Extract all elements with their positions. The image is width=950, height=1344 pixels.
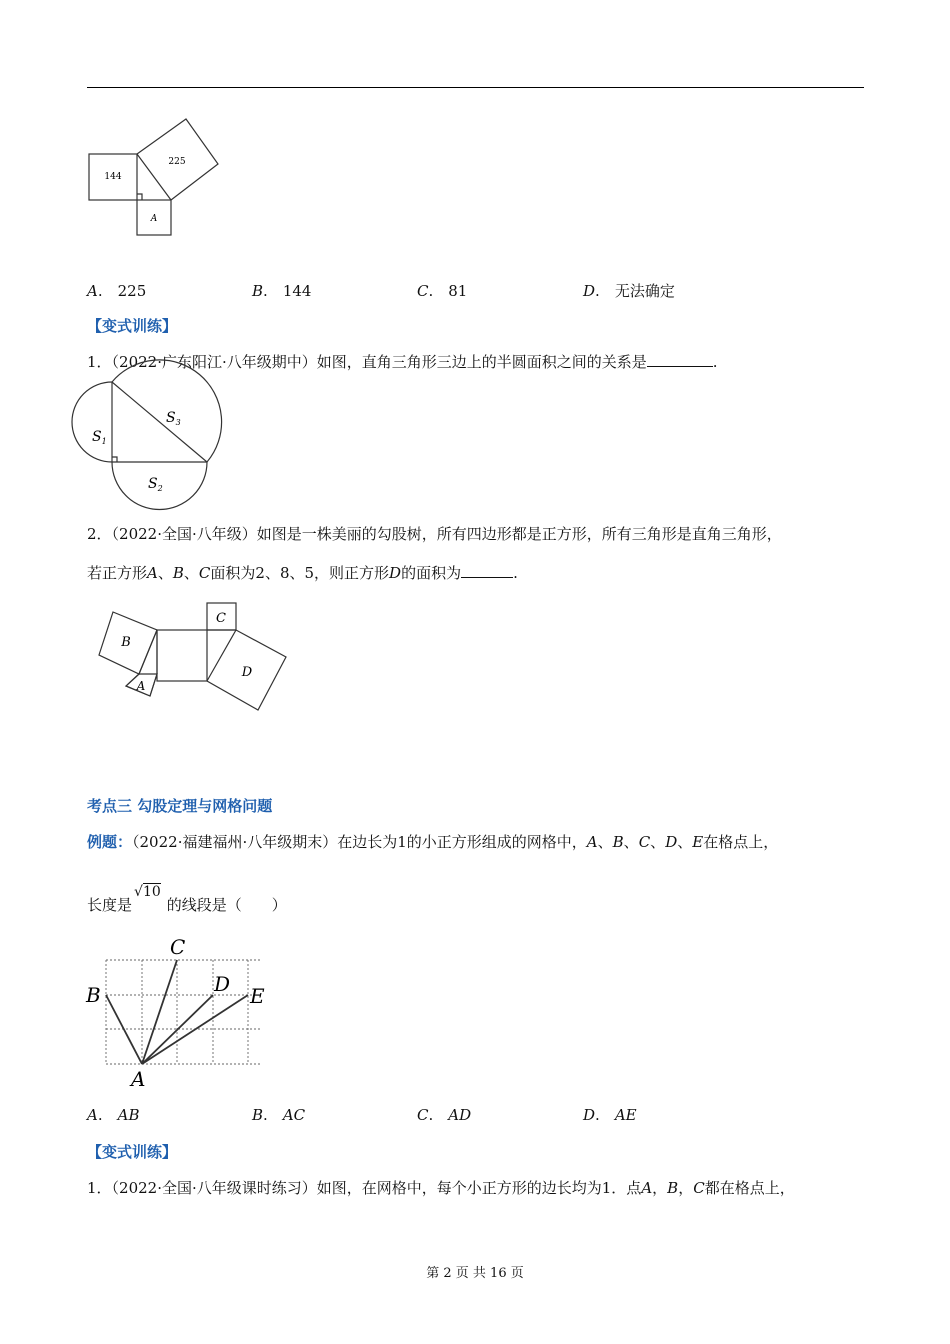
page-footer: 第 2 页 共 16 页 bbox=[426, 1266, 524, 1281]
label-a: A bbox=[150, 214, 158, 224]
label-a: A bbox=[131, 1067, 146, 1091]
option-b: B. 144 bbox=[252, 282, 312, 300]
label-e: E bbox=[250, 984, 265, 1008]
figure-grid-segments bbox=[84, 934, 280, 1090]
right-angle-mark bbox=[137, 194, 142, 200]
label-s3: $S_3$ bbox=[166, 410, 181, 427]
option-c: C. 81 bbox=[417, 282, 468, 300]
figure-pythagoras-tree bbox=[96, 600, 290, 714]
right-angle-mark bbox=[112, 457, 117, 462]
label-b: B bbox=[121, 635, 131, 650]
label-c: C bbox=[170, 935, 186, 959]
segment-ad bbox=[142, 995, 213, 1064]
example-option-d: D. AE bbox=[583, 1106, 637, 1124]
example-line1: 例题：（2022·福建福州·八年级期末）在边长为1的小正方形组成的网格中，A、B、C、D、E在格点上， bbox=[87, 833, 779, 851]
variant-heading-2: 【变式训练】 bbox=[87, 1143, 178, 1161]
label-s1: $S_1$ bbox=[92, 429, 107, 446]
label-c: C bbox=[216, 611, 226, 626]
label-s2: $S_2$ bbox=[148, 476, 163, 493]
label-d: D bbox=[241, 665, 253, 680]
variant1-question1: 1．（2022·广东阳江·八年级期中）如图，直角三角形三边上的半圆面积之间的关系是 . bbox=[87, 353, 718, 371]
example-option-b: B. AC bbox=[252, 1106, 306, 1124]
example-option-c: C. AD bbox=[417, 1106, 472, 1124]
option-a: A. 225 bbox=[87, 282, 147, 300]
label-b: B bbox=[86, 983, 101, 1007]
variant1-question2-line1: 2．（2022·全国·八年级）如图是一株美丽的勾股树，所有四边形都是正方形，所有三角形是直角三角形， bbox=[87, 525, 782, 543]
label-a: A bbox=[136, 679, 146, 693]
section3-title: 考点三 勾股定理与网格问题 bbox=[87, 797, 273, 815]
variant2-question1: 1．（2022·全国·八年级课时练习）如图，在网格中，每个小正方形的边长均为1．点A，B，C都在格点上， bbox=[87, 1179, 795, 1197]
variant1-question2-line2: 若正方形A、B、C面积为2、8、5，则正方形D的面积为 . bbox=[87, 564, 518, 582]
example-option-a: A. AB bbox=[87, 1106, 140, 1124]
option-d: D. 无法确定 bbox=[583, 282, 675, 300]
example-line2: 长度是√10的线段是（ ） bbox=[87, 884, 287, 914]
figure-squares-144-225 bbox=[86, 116, 226, 241]
label-144: 144 bbox=[104, 172, 122, 182]
label-d: D bbox=[214, 972, 231, 996]
variant-heading-1: 【变式训练】 bbox=[87, 317, 178, 335]
label-225: 225 bbox=[168, 157, 186, 167]
header-rule bbox=[87, 87, 864, 88]
segment-ae bbox=[142, 995, 248, 1064]
sqrt-expression: √10 bbox=[134, 884, 161, 900]
segment-ac bbox=[142, 960, 177, 1064]
center-square bbox=[157, 630, 207, 681]
segment-ab bbox=[106, 995, 142, 1064]
figure-semicircles bbox=[84, 378, 218, 512]
semicircle-s1 bbox=[72, 382, 112, 462]
